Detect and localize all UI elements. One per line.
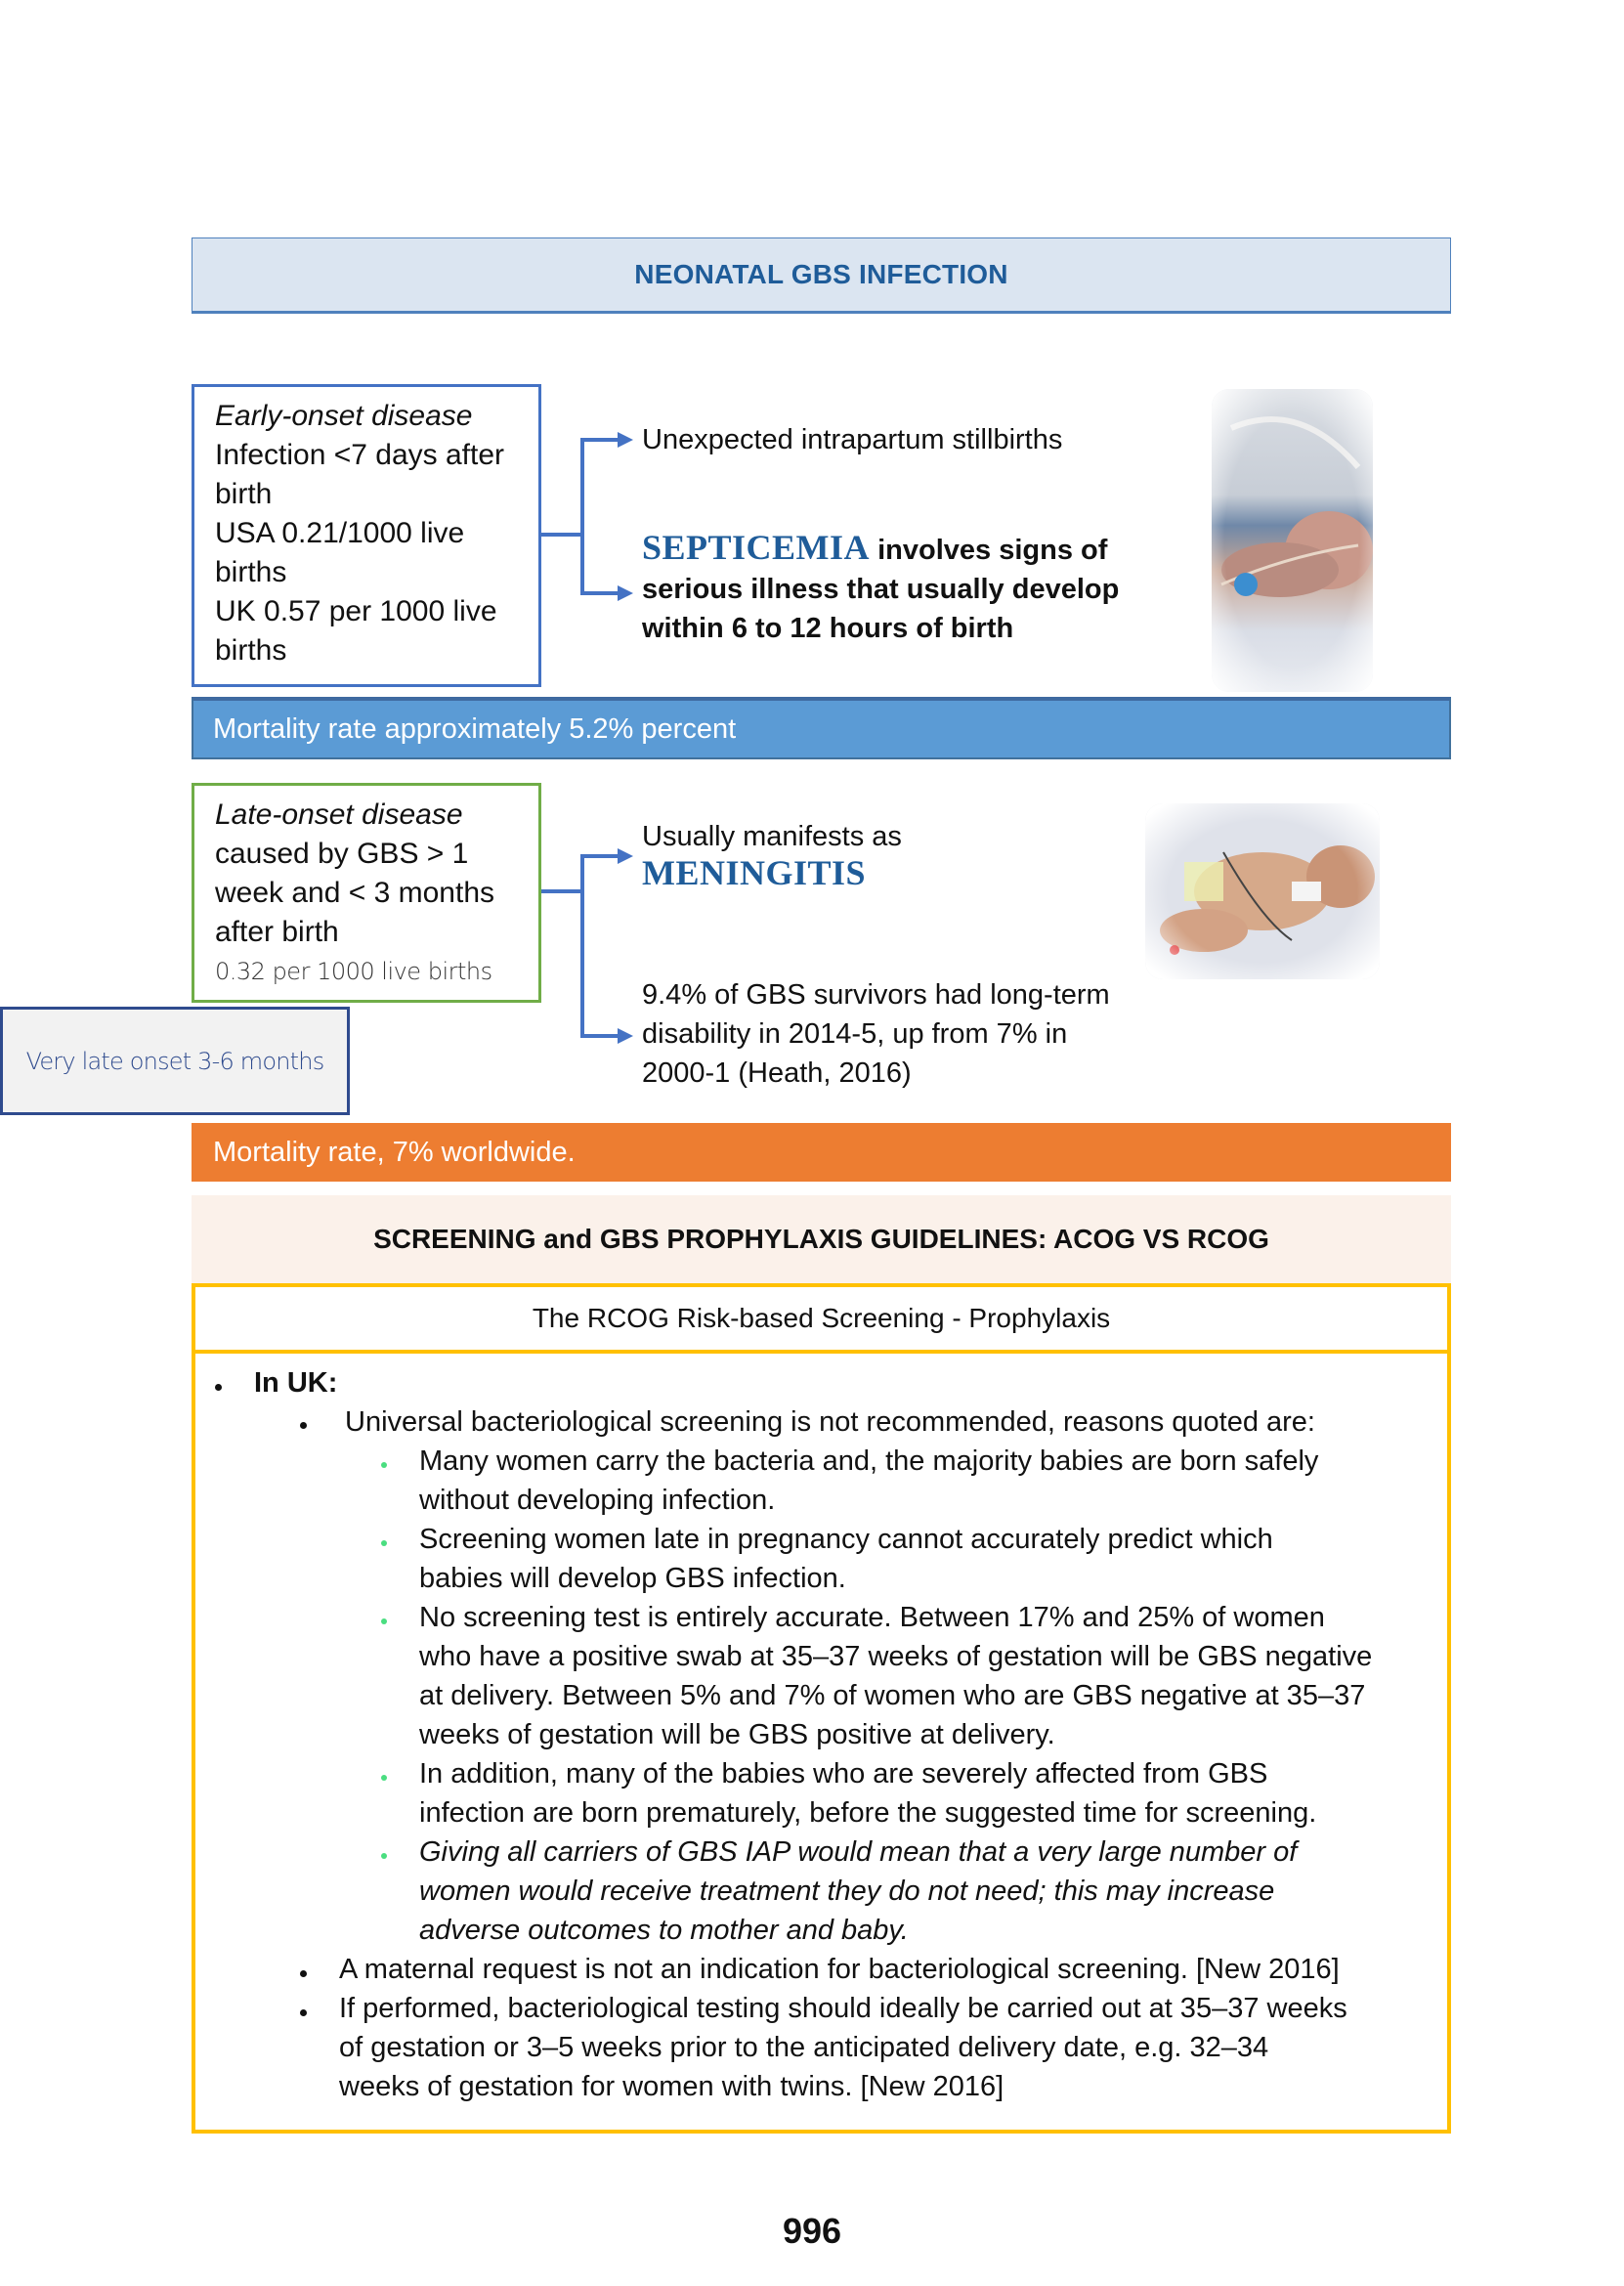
disability-block bbox=[642, 975, 1189, 1093]
early-mortality-bar bbox=[192, 697, 1451, 759]
section-title-box bbox=[192, 237, 1451, 314]
universal-screening-text: Universal bacteriological screening is not recommended, reasons quoted are: bbox=[345, 1406, 1315, 1438]
reason-line: at delivery. Between 5% and 7% of women who are GBS negative at 35–37 bbox=[419, 1680, 1366, 1711]
in-uk-heading: In UK: bbox=[254, 1367, 338, 1399]
late-onset-heading: Late-onset disease bbox=[215, 798, 463, 831]
septicemia-text: serious illness that usually develop bbox=[642, 574, 1120, 605]
early-onset-line: Infection <7 days after bbox=[215, 439, 505, 471]
screening-heading: SCREENING and GBS PROPHYLAXIS GUIDELINES: ACOG VS RCOG bbox=[373, 1224, 1269, 1254]
meningitis-term: MENINGITIS bbox=[642, 853, 867, 892]
early-onset-line: UK 0.57 per 1000 live bbox=[215, 595, 497, 627]
septicemia-text: within 6 to 12 hours of birth bbox=[642, 613, 1014, 644]
reason-line: Screening women late in pregnancy cannot accurately predict which bbox=[419, 1524, 1273, 1555]
if-performed-line: weeks of gestation for women with twins. [New 2016] bbox=[339, 2071, 1004, 2102]
reason-item bbox=[419, 1754, 1316, 1833]
reason-line: Giving all carriers of GBS IAP would mean that a very large number of bbox=[419, 1836, 1298, 1868]
very-late-onset-text: Very late onset 3-6 months bbox=[25, 1047, 324, 1075]
early-onset-line: USA 0.21/1000 live bbox=[215, 517, 465, 549]
reason-line: Many women carry the bacteria and, the majority babies are born safely bbox=[419, 1445, 1319, 1477]
rcog-subtitle: The RCOG Risk-based Screening - Prophylaxis bbox=[532, 1303, 1111, 1333]
manifests-text: Usually manifests as bbox=[642, 821, 902, 852]
rcog-guidelines-box bbox=[192, 1283, 1451, 2134]
screening-heading-box bbox=[192, 1195, 1451, 1283]
section-title: NEONATAL GBS INFECTION bbox=[634, 259, 1008, 289]
late-mortality-text: Mortality rate, 7% worldwide. bbox=[213, 1136, 576, 1168]
meningitis-block bbox=[642, 817, 902, 892]
reason-line: In addition, many of the babies who are severely affected from GBS bbox=[419, 1758, 1268, 1790]
reason-line: who have a positive swab at 35–37 weeks of gestation will be GBS negative bbox=[419, 1641, 1373, 1672]
reason-line: women would receive treatment they do not need; this may increase bbox=[419, 1876, 1275, 1907]
late-onset-box bbox=[192, 783, 541, 1003]
reason-line: babies will develop GBS infection. bbox=[419, 1563, 846, 1594]
stillbirths-text: Unexpected intrapartum stillbirths bbox=[642, 424, 1063, 455]
reason-line: without developing infection. bbox=[419, 1485, 776, 1516]
early-mortality-text: Mortality rate approximately 5.2% percent bbox=[213, 712, 737, 745]
septicemia-term: SEPTICEMIA bbox=[642, 528, 871, 567]
infant-photo-icon bbox=[1212, 389, 1373, 692]
early-onset-line: births bbox=[215, 556, 287, 588]
late-onset-line: after birth bbox=[215, 916, 339, 948]
bullet-icon bbox=[300, 2009, 307, 2016]
late-onset-line: week and < 3 months bbox=[215, 877, 495, 909]
premature-infant-photo bbox=[1212, 389, 1373, 692]
early-onset-box bbox=[192, 384, 541, 687]
disability-text: 2000-1 (Heath, 2016) bbox=[642, 1057, 912, 1089]
reason-line: adverse outcomes to mother and baby. bbox=[419, 1915, 909, 1946]
early-onset-heading: Early-onset disease bbox=[215, 400, 473, 432]
sub-bullet-icon bbox=[381, 1462, 387, 1468]
very-late-onset-box bbox=[0, 1007, 350, 1115]
early-onset-line: births bbox=[215, 634, 287, 667]
reason-item bbox=[419, 1833, 1297, 1950]
septicemia-block bbox=[642, 528, 1189, 648]
bullet-icon bbox=[300, 1422, 307, 1429]
late-mortality-bar bbox=[192, 1123, 1451, 1182]
late-onset-incidence: 0.32 per 1000 live births bbox=[215, 958, 492, 985]
sub-bullet-icon bbox=[381, 1540, 387, 1546]
sub-bullet-icon bbox=[381, 1775, 387, 1781]
reason-line: infection are born prematurely, before the suggested time for screening. bbox=[419, 1797, 1317, 1829]
reason-line: weeks of gestation will be GBS positive at delivery. bbox=[419, 1719, 1055, 1750]
reason-item bbox=[419, 1442, 1318, 1520]
page-number: 996 bbox=[782, 2211, 842, 2251]
infant-icu-photo bbox=[1145, 803, 1380, 979]
maternal-request-text: A maternal request is not an indication for bacteriological screening. [New 2016] bbox=[339, 1954, 1340, 1985]
disability-text: disability in 2014-5, up from 7% in bbox=[642, 1018, 1068, 1050]
if-performed-item bbox=[339, 1989, 1347, 2106]
if-performed-line: If performed, bacteriological testing should ideally be carried out at 35–37 weeks bbox=[339, 1993, 1347, 2024]
disability-text: 9.4% of GBS survivors had long-term bbox=[642, 979, 1110, 1011]
late-onset-line: caused by GBS > 1 bbox=[215, 838, 469, 870]
rcog-subtitle-box bbox=[195, 1287, 1447, 1354]
reason-item bbox=[419, 1520, 1273, 1598]
bullet-icon bbox=[300, 1970, 307, 1977]
infant-icu-photo-icon bbox=[1145, 803, 1380, 979]
late-branch-arrow-icon bbox=[541, 831, 639, 1065]
bullet-icon bbox=[215, 1384, 222, 1391]
reason-line: No screening test is entirely accurate. Between 17% and 25% of women bbox=[419, 1602, 1325, 1633]
sub-bullet-icon bbox=[381, 1618, 387, 1624]
reason-item bbox=[419, 1598, 1372, 1754]
early-branch-arrow-icon bbox=[541, 410, 639, 606]
early-onset-line: birth bbox=[215, 478, 273, 510]
septicemia-text: involves signs of bbox=[870, 535, 1108, 566]
sub-bullet-icon bbox=[381, 1853, 387, 1859]
if-performed-line: of gestation or 3–5 weeks prior to the anticipated delivery date, e.g. 32–34 bbox=[339, 2032, 1269, 2063]
